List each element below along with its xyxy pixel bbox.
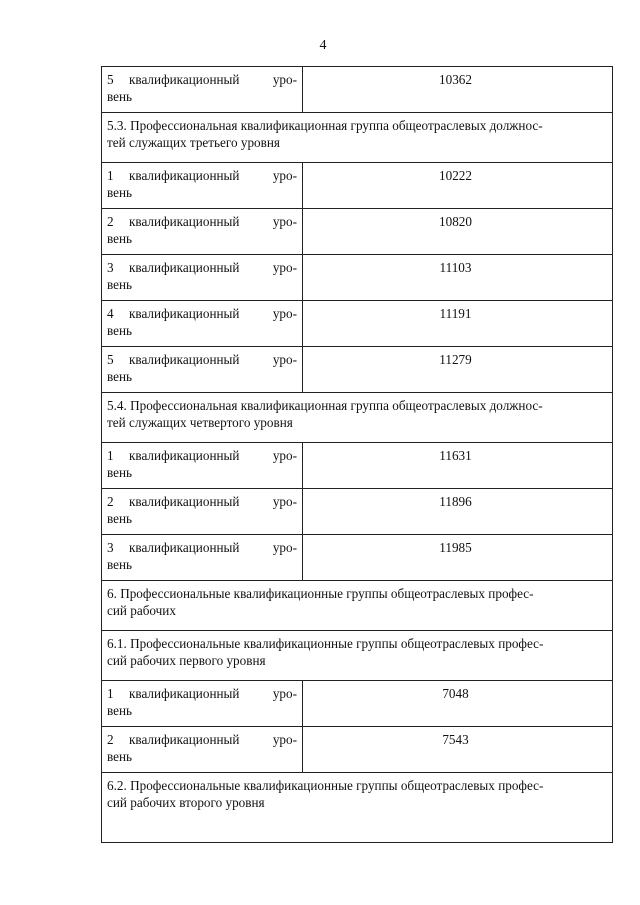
table-row <box>102 443 613 489</box>
level-cell <box>102 681 303 727</box>
salary-value-cell <box>303 443 613 489</box>
level-cell <box>102 301 303 347</box>
group-heading-cell <box>102 773 613 843</box>
table-row <box>102 209 613 255</box>
level-word-cont: вень <box>107 277 133 292</box>
table-row <box>102 631 613 681</box>
level-word-cont: вень <box>107 369 133 384</box>
level-word-cont: вень <box>107 465 133 480</box>
level-hyph: уро- <box>272 306 297 321</box>
level-cell <box>102 727 303 773</box>
table-row <box>102 301 613 347</box>
group-heading-line: 5.4. Профессиональная квалификационная группа общеотраслевых должнос- <box>107 398 543 413</box>
level-number: 4 <box>107 306 114 321</box>
salary-value: 7543 <box>442 732 469 747</box>
salary-value: 10820 <box>439 214 472 229</box>
table-row <box>102 727 613 773</box>
level-number: 2 <box>107 214 114 229</box>
salary-value-cell <box>303 163 613 209</box>
level-hyph: уро- <box>272 732 297 747</box>
level-word-cont: вень <box>107 323 133 338</box>
group-heading-cell <box>102 393 613 443</box>
salary-value-cell <box>303 347 613 393</box>
level-number: 1 <box>107 448 114 463</box>
salary-value-cell <box>303 67 613 113</box>
salary-value: 11279 <box>439 352 472 367</box>
level-hyph: уро- <box>272 352 297 367</box>
table-row <box>102 255 613 301</box>
salary-value: 11896 <box>439 494 472 509</box>
salary-value: 11985 <box>439 540 472 555</box>
group-heading-line: сий рабочих <box>107 603 176 618</box>
level-word-cont: вень <box>107 231 133 246</box>
salary-value-cell <box>303 727 613 773</box>
level-number: 2 <box>107 732 114 747</box>
level-word: квалификационный <box>129 260 240 275</box>
level-hyph: уро- <box>272 494 297 509</box>
level-hyph: уро- <box>272 214 297 229</box>
level-cell <box>102 67 303 113</box>
salary-value: 11191 <box>439 306 472 321</box>
level-cell <box>102 535 303 581</box>
page-number: 4 <box>319 38 327 53</box>
table-row <box>102 681 613 727</box>
salary-value: 11103 <box>439 260 472 275</box>
salary-value: 10362 <box>439 72 472 87</box>
table-row <box>102 489 613 535</box>
group-heading-cell <box>102 631 613 681</box>
level-word-cont: вень <box>107 185 133 200</box>
level-number: 5 <box>107 352 114 367</box>
group-heading-cell <box>102 581 613 631</box>
table-row <box>102 163 613 209</box>
table-row <box>102 67 613 113</box>
level-word-cont: вень <box>107 703 133 718</box>
level-number: 5 <box>107 72 114 87</box>
level-cell <box>102 347 303 393</box>
salary-value: 11631 <box>439 448 472 463</box>
level-cell <box>102 255 303 301</box>
level-cell <box>102 163 303 209</box>
level-word: квалификационный <box>129 72 240 87</box>
table-row <box>102 535 613 581</box>
level-word-cont: вень <box>107 557 133 572</box>
salary-value: 10222 <box>439 168 472 183</box>
level-word: квалификационный <box>129 214 240 229</box>
table-row <box>102 393 613 443</box>
salary-value: 7048 <box>442 686 469 701</box>
table-row <box>102 581 613 631</box>
salary-value-cell <box>303 535 613 581</box>
level-hyph: уро- <box>272 72 297 87</box>
group-heading-line: 6.1. Профессиональные квалификационные группы общеотраслевых профес- <box>107 636 544 651</box>
salary-value-cell <box>303 681 613 727</box>
level-cell <box>102 209 303 255</box>
salary-value-cell <box>303 489 613 535</box>
level-word: квалификационный <box>129 352 240 367</box>
group-heading-line: сий рабочих второго уровня <box>107 795 265 810</box>
salary-table <box>101 66 613 843</box>
level-cell <box>102 489 303 535</box>
level-word: квалификационный <box>129 540 240 555</box>
salary-value-cell <box>303 301 613 347</box>
level-hyph: уро- <box>272 448 297 463</box>
group-heading-line: 6.2. Профессиональные квалификационные группы общеотраслевых профес- <box>107 778 544 793</box>
level-word-cont: вень <box>107 749 133 764</box>
group-heading-line: 6. Профессиональные квалификационные группы общеотраслевых профес- <box>107 586 534 601</box>
group-heading-line: тей служащих четвертого уровня <box>107 415 293 430</box>
level-word: квалификационный <box>129 686 240 701</box>
salary-value-cell <box>303 255 613 301</box>
level-word-cont: вень <box>107 511 133 526</box>
level-hyph: уро- <box>272 260 297 275</box>
table-row <box>102 347 613 393</box>
level-word-cont: вень <box>107 89 133 104</box>
level-hyph: уро- <box>272 168 297 183</box>
level-word: квалификационный <box>129 732 240 747</box>
level-number: 3 <box>107 260 114 275</box>
level-word: квалификационный <box>129 448 240 463</box>
table-row <box>102 773 613 843</box>
group-heading-line: 5.3. Профессиональная квалификационная группа общеотраслевых должнос- <box>107 118 543 133</box>
group-heading-line: сий рабочих первого уровня <box>107 653 266 668</box>
table-row <box>102 113 613 163</box>
level-number: 2 <box>107 494 114 509</box>
level-hyph: уро- <box>272 540 297 555</box>
level-hyph: уро- <box>272 686 297 701</box>
level-number: 3 <box>107 540 114 555</box>
level-number: 1 <box>107 686 114 701</box>
level-word: квалификационный <box>129 306 240 321</box>
salary-value-cell <box>303 209 613 255</box>
group-heading-line: тей служащих третьего уровня <box>107 135 280 150</box>
level-cell <box>102 443 303 489</box>
level-word: квалификационный <box>129 494 240 509</box>
level-number: 1 <box>107 168 114 183</box>
group-heading-cell <box>102 113 613 163</box>
level-word: квалификационный <box>129 168 240 183</box>
